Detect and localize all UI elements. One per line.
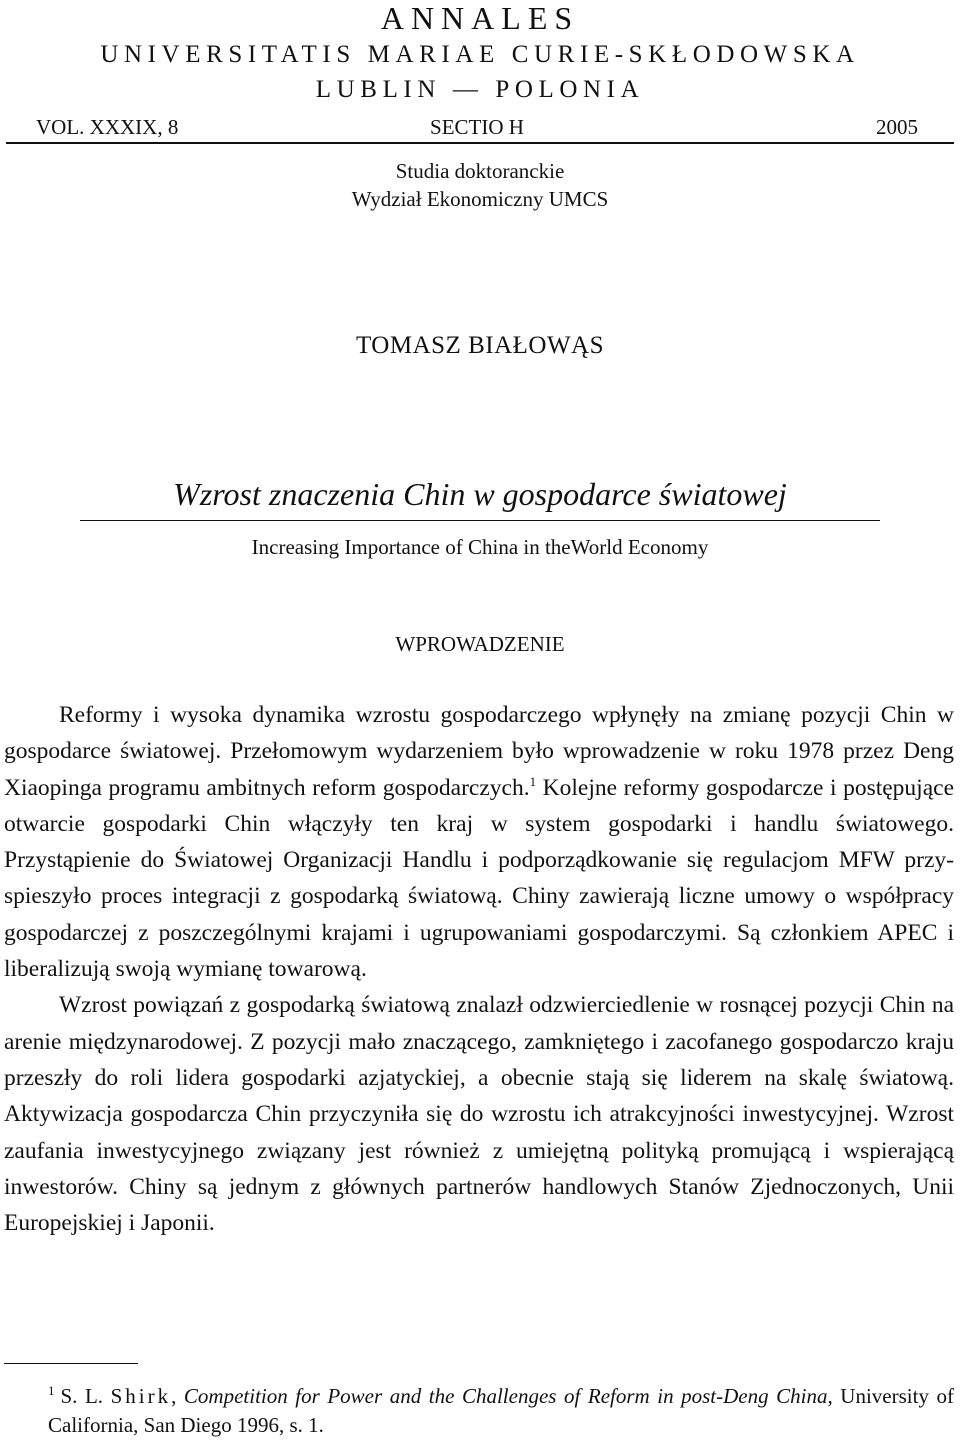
paragraph-2: Wzrost powiązań z gospodarką światową znalazł odzwierciedlenie w rosnącej pozycji Chin na arenie międzynarodowej. Z pozycji mało znaczącego, zamkniętego i zacofanego gospodarczo kraju przeszły do roli lidera gospodarki azjatyckiej, a obecnie stają się liderem na skalę światową. Aktywizacja gospodarcza Chin przyczyniła się do wzrostu ich atrakcyjności inwestycyjnej. Wzrost zaufania inwestycyjnego związany jest również z umiejętną polityką promującą i wspierającą inwestorów. Chiny są jednym z głównych partnerów handlowych Stanów Zjednoczonych, Unii Europejskiej i Japonii. [4,992,954,1237]
article-title-english: Increasing Importance of China in theWorld Economy [251,535,709,559]
paragraph-1 [4,697,954,987]
author-name: TOMASZ BIAŁOWĄS [355,332,604,359]
footnote-initials: S. L. [60,1384,104,1408]
footnote [4,1382,954,1440]
affiliation-line-2: Wydział Ekonomiczny UMCS [351,187,609,211]
footnote-surname: Shirk [110,1384,172,1408]
footnote-publisher: University of California, San Diego 1996, s. 1. [48,1384,954,1437]
section-label: SECTIO H [430,115,524,139]
footnote-line [4,1382,954,1440]
footnote-comma: , [171,1384,177,1408]
header-rule [6,142,954,144]
title-rule [80,520,880,521]
volume-year: 2005 [876,115,918,139]
section-heading: WPROWADZENIE [395,632,565,656]
volume-number: VOL. XXXIX, 8 [36,115,179,139]
paragraph-1-part-b: Kolejne reformy gospodarcze i postępujące otwarcie gospodarki Chin włączyły ten kraj w system gospodarki i handlu światowego. Przystąpienie do Światowej Organizacji Handlu i podporządkowanie się regulacjom MFW przyspieszyło proces integracji z gospodarką światową. Chiny zawierają liczne umowy o współpracy gospodarczej z poszczególnymi krajami i ugrupowaniami gospodarczymi. Są członkiem APEC i liberalizują swoją wymianę towarową. [4,774,955,983]
footnote-book-title: Competition for Power and the Challenges of Reform in post-Deng China, [183,1384,833,1408]
journal-location: LUBLIN — POLONIA [315,76,645,103]
footnote-number: 1 [48,1383,55,1398]
paragraph-1-part-a: Reformy i wysoka dynamika wzrostu gospodarczego wpłynęły na zmianę pozycji Chin w gospodarce światowej. Przełomowym wydarzeniem było wprowadzenie w roku 1978 przez Deng Xiaopinga programu ambitnych reform gospodarczych. [4,702,954,801]
body-text [4,697,954,1241]
volume-row [36,113,918,141]
journal-name: ANNALES [380,0,580,36]
affiliation-line-1: Studia doktoranckie [395,159,565,183]
journal-university: UNIVERSITATIS MARIAE CURIE-SKŁODOWSKA [100,41,860,68]
footnote-rule [4,1363,138,1364]
footnote-ref: 1 [529,773,537,789]
article-title: Wzrost znaczenia Chin w gospodarce światowej [173,476,787,512]
